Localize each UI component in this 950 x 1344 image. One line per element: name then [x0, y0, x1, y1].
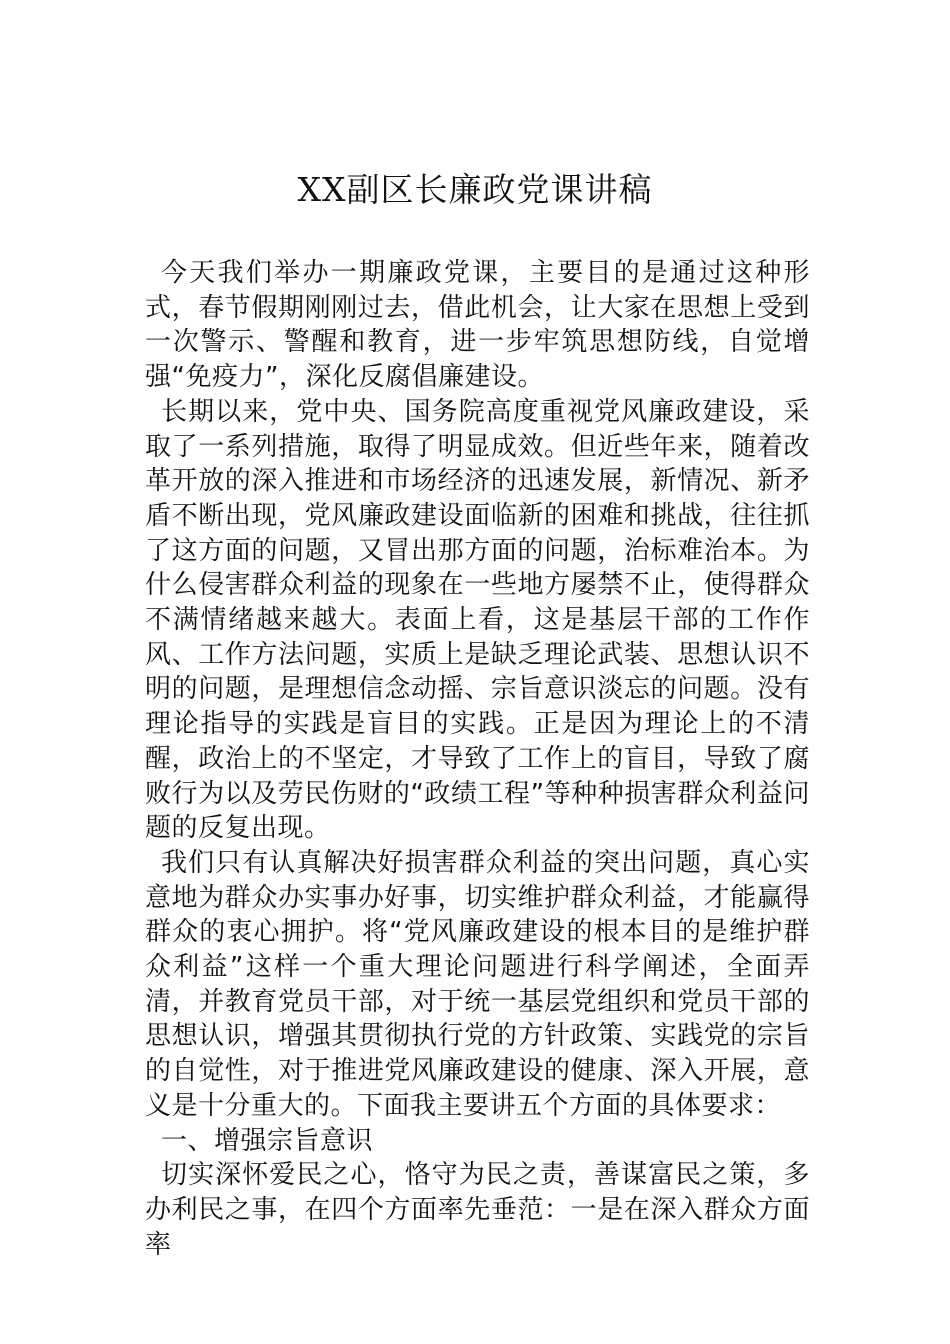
paragraph-background: 长期以来，党中央、国务院高度重视党风廉政建设，采取了一系列措施，取得了明显成效。但近些年来，随着改革开放的深入推进和市场经济的迅速发展，新情况、新矛盾不断出现，党风廉政建设面临新的困难和挑战，往往抓了这方面的问题，又冒出那方面的问题，治标难治本。为什么侵害群众利益的现象在一些地方屡禁不止，使得群众不满情绪越来越大。表面上看，这是基层干部的工作作风、工作方法问题，实质上是缺乏理论武装、思想认识不明的问题，是理想信念动摇、宗旨意识淡忘的问题。没有理论指导的实践是盲目的实践。正是因为理论上的不清醒，政治上的不坚定，才导致了工作上的盲目，导致了腐败行为以及劳民伤财的“政绩工程”等种种损害群众利益问题的反复出现。 [145, 396, 810, 844]
section-paragraph: 切实深怀爱民之心，恪守为民之责，善谋富民之策，多办利民之事，在四个方面率先垂范：一是在深入群众方面率 [145, 1160, 810, 1260]
paragraph-purpose: 我们只有认真解决好损害群众利益的突出问题，真心实意地为群众办实事办好事，切实维护群众利益，才能赢得群众的衷心拥护。将“党风廉政建设的根本目的是维护群众利益”这样一个重大理论问题进行科学阐述，全面弄清，并教育党员干部，对于统一基层党组织和党员干部的思想认识，增强其贯彻执行党的方针政策、实践党的宗旨的自觉性，对于推进党风廉政建设的健康、深入开展，意义是十分重大的。下面我主要讲五个方面的具体要求： [145, 847, 810, 1121]
document-body [145, 256, 810, 1262]
document-title: XX副区长廉政党课讲稿 [297, 170, 653, 209]
section-heading: 一、增强宗旨意识 [161, 1125, 374, 1156]
paragraph-intro: 今天我们举办一期廉政党课，主要目的是通过这种形式，春节假期刚刚过去，借此机会，让大家在思想上受到一次警示、警醒和教育，进一步牢筑思想防线，自觉增强“免疫力”，深化反腐倡廉建设。 [145, 258, 810, 393]
